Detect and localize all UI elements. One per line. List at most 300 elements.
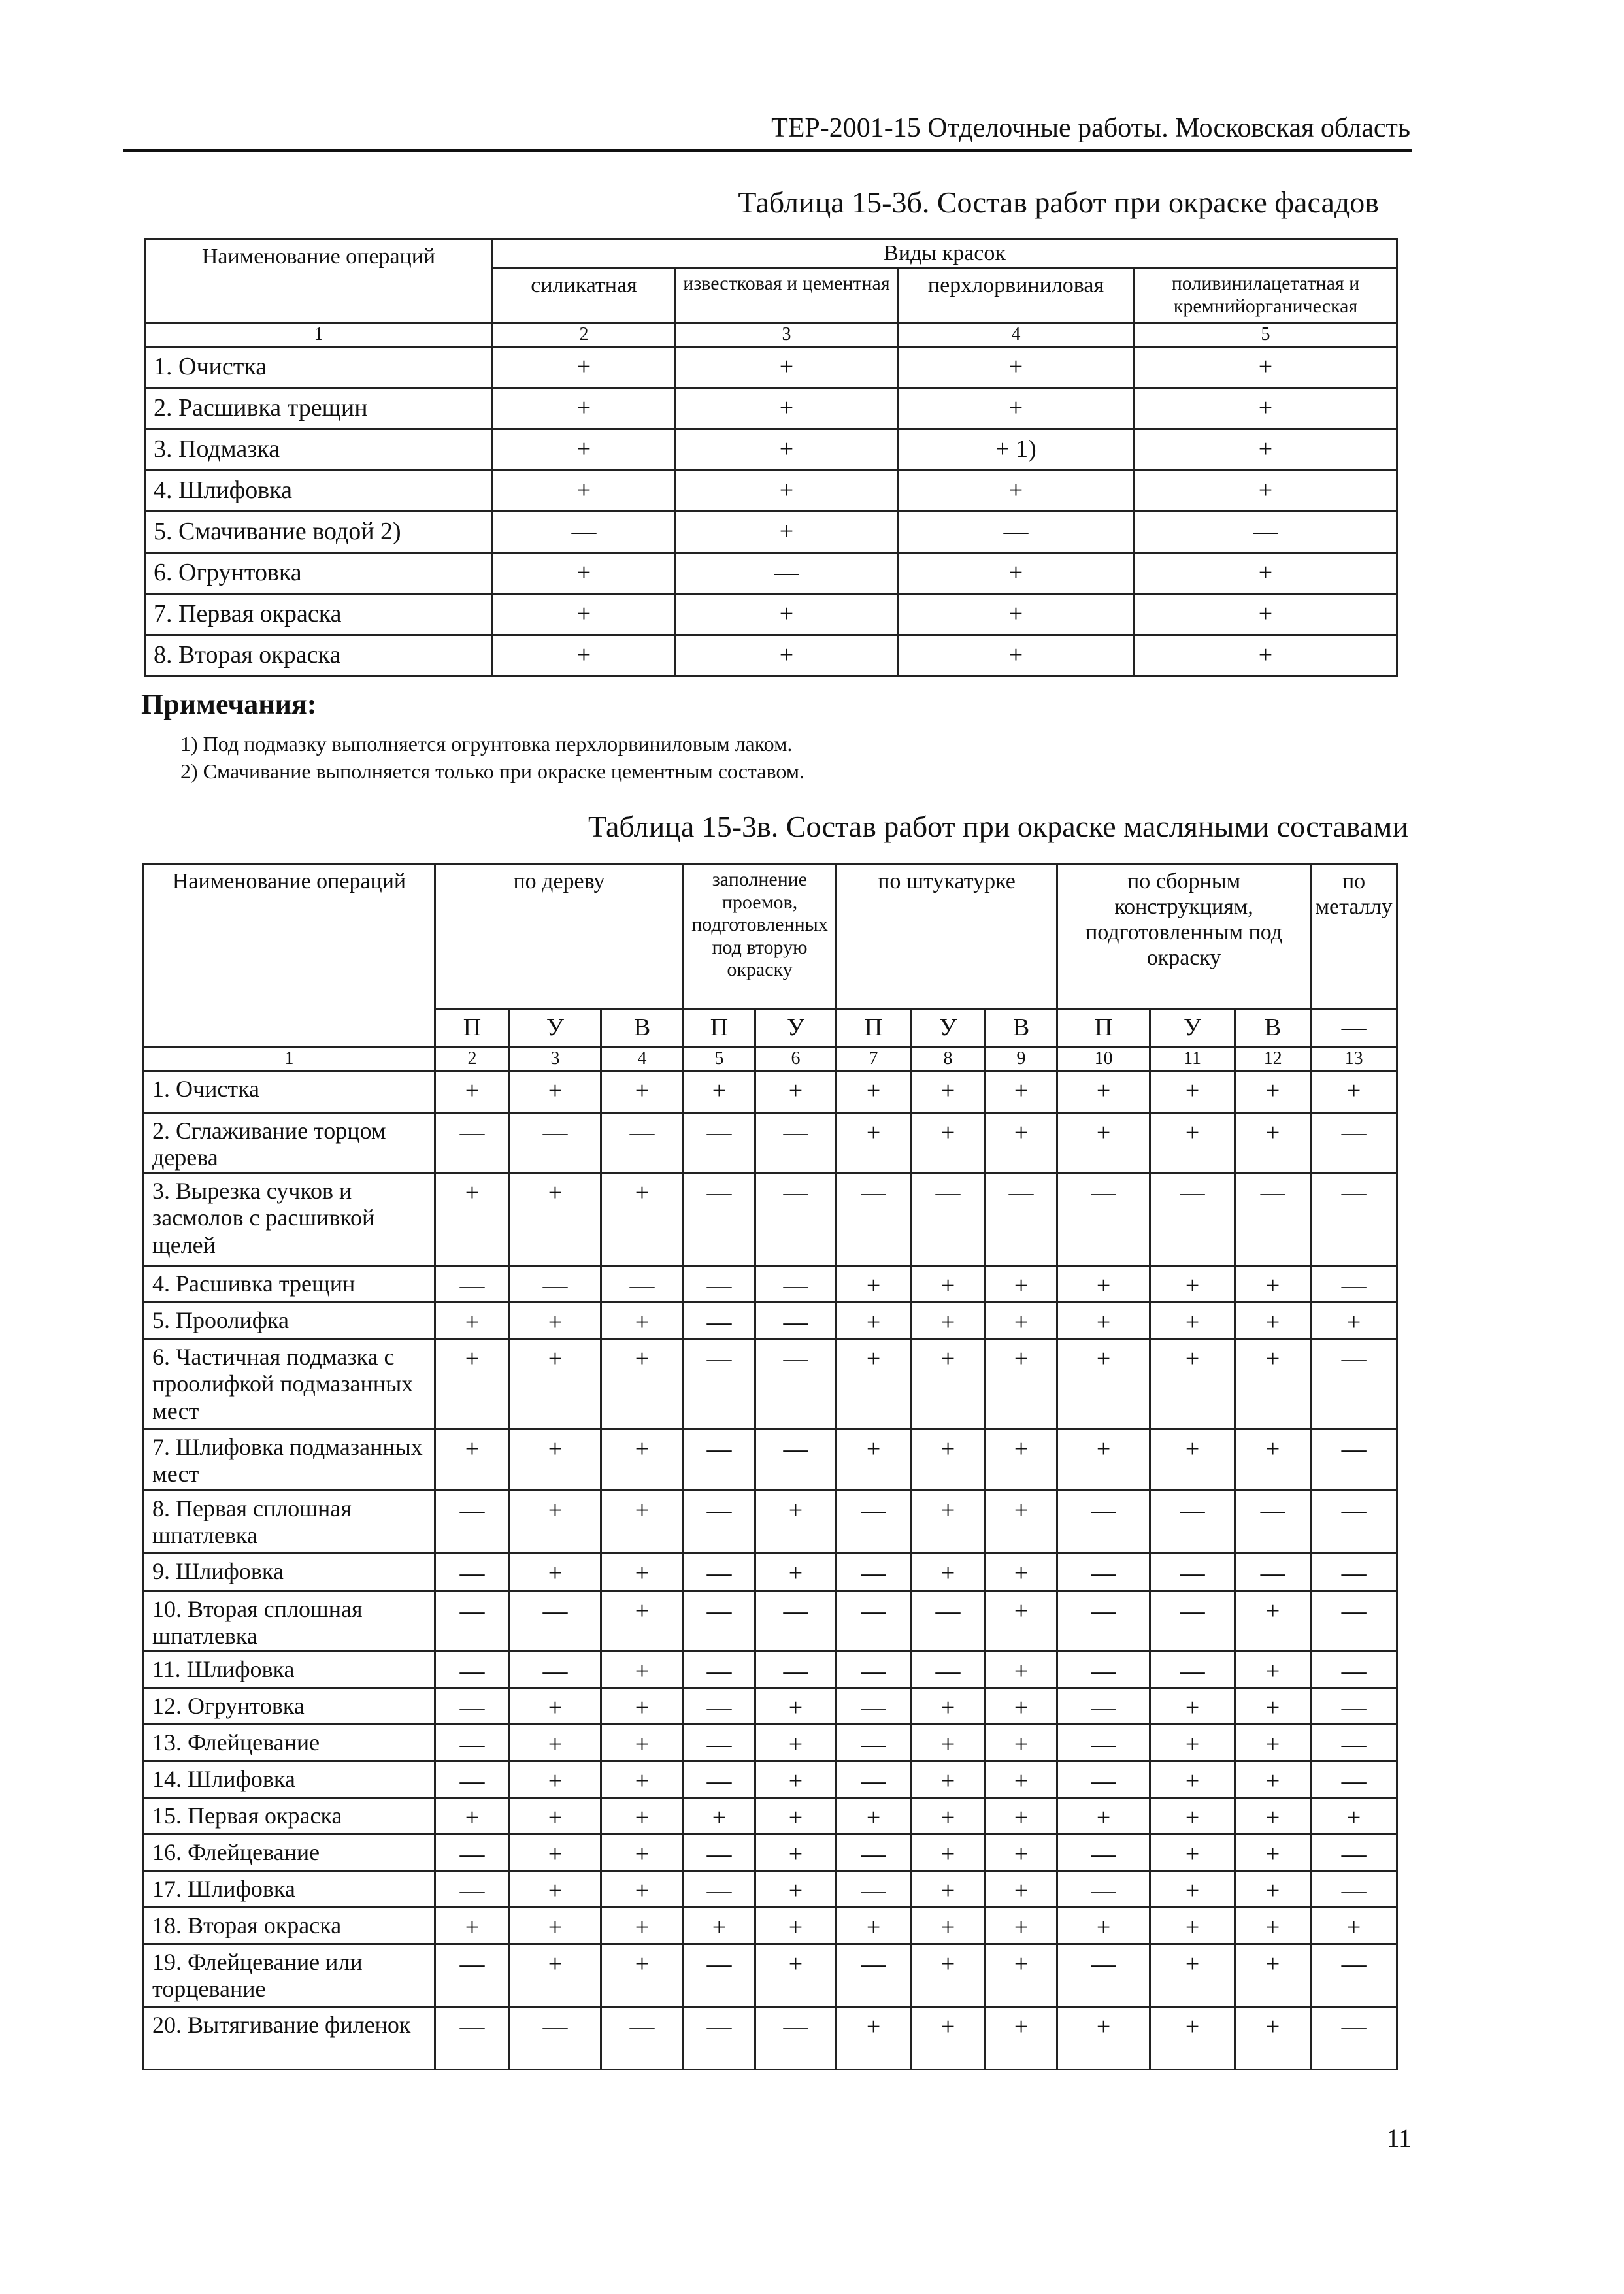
operation-name: 13. Флейцевание: [144, 1725, 435, 1761]
cell-mark: +: [1150, 1725, 1235, 1761]
cell-mark: —: [1150, 1652, 1235, 1688]
cell-mark: +: [837, 1266, 911, 1303]
cell-mark: +: [493, 471, 676, 512]
cell-mark: +: [755, 1688, 837, 1725]
cell-mark: —: [837, 1725, 911, 1761]
cell-mark: —: [1057, 1491, 1150, 1554]
cell-mark: —: [1057, 1944, 1150, 2007]
cell-mark: +: [510, 1761, 601, 1798]
cell-mark: +: [986, 1688, 1057, 1725]
cell-mark: —: [684, 1652, 755, 1688]
cell-mark: +: [601, 1798, 684, 1835]
cell-mark: +: [601, 1491, 684, 1554]
column-number: 1: [145, 323, 493, 347]
operation-name: 1. Очистка: [144, 1071, 435, 1113]
cell-mark: +: [601, 1554, 684, 1591]
cell-mark: —: [1057, 1554, 1150, 1591]
cell-mark: +: [911, 1761, 986, 1798]
cell-mark: +: [510, 1798, 601, 1835]
table-row: [145, 512, 1397, 553]
cell-mark: +: [986, 1871, 1057, 1908]
cell-mark: +: [911, 1688, 986, 1725]
column-number: 7: [837, 1047, 911, 1071]
table-row: [145, 347, 1397, 388]
cell-mark: +: [1057, 1113, 1150, 1173]
cell-mark: +: [898, 471, 1135, 512]
cell-mark: —: [1311, 1173, 1397, 1266]
cell-mark: +: [755, 1835, 837, 1871]
cell-mark: +: [1135, 635, 1397, 676]
operation-name: 18. Вторая окраска: [144, 1908, 435, 1944]
cell-mark: +: [755, 1554, 837, 1591]
cell-mark: +: [898, 347, 1135, 388]
cell-mark: —: [755, 1591, 837, 1652]
column-number: 6: [755, 1047, 837, 1071]
cell-mark: +: [911, 1339, 986, 1429]
cell-mark: —: [837, 1688, 911, 1725]
operation-name: 5. Проолифка: [144, 1303, 435, 1339]
cell-mark: +: [1235, 1339, 1311, 1429]
table1-caption: Таблица 15-3б. Состав работ при окраске фасадов: [738, 186, 1379, 219]
cell-mark: —: [837, 1554, 911, 1591]
paint-type-header: перхлорвиниловая: [898, 268, 1135, 323]
cell-mark: —: [684, 1303, 755, 1339]
cell-mark: +: [601, 1652, 684, 1688]
table-row: [144, 1113, 1397, 1173]
cell-mark: +: [986, 1798, 1057, 1835]
cell-mark: —: [435, 1652, 510, 1688]
cell-mark: +: [1235, 1303, 1311, 1339]
cell-mark: +: [986, 2007, 1057, 2070]
sub-header: У: [510, 1009, 601, 1047]
cell-mark: +: [898, 594, 1135, 635]
column-number: 11: [1150, 1047, 1235, 1071]
cell-mark: —: [510, 1266, 601, 1303]
cell-mark: —: [1057, 1871, 1150, 1908]
cell-mark: —: [837, 1591, 911, 1652]
cell-mark: —: [684, 1725, 755, 1761]
cell-mark: +: [601, 1339, 684, 1429]
cell-mark: —: [435, 1725, 510, 1761]
cell-mark: +: [837, 1113, 911, 1173]
table-row: [144, 1761, 1397, 1798]
cell-mark: +: [493, 388, 676, 429]
column-number: 8: [911, 1047, 986, 1071]
cell-mark: +: [1150, 1113, 1235, 1173]
cell-mark: +: [510, 1944, 601, 2007]
operation-name: 8. Первая сплошная шпатлевка: [144, 1491, 435, 1554]
paint-type-header: известковая и цементная: [676, 268, 898, 323]
cell-mark: +: [1057, 2007, 1150, 2070]
column-number: 13: [1311, 1047, 1397, 1071]
cell-mark: +: [986, 1429, 1057, 1491]
cell-mark: +: [601, 1761, 684, 1798]
operation-name: 4. Шлифовка: [145, 471, 493, 512]
cell-mark: +: [435, 1429, 510, 1491]
cell-mark: —: [435, 1113, 510, 1173]
cell-mark: +: [1311, 1071, 1397, 1113]
cell-mark: +: [1235, 1688, 1311, 1725]
cell-mark: +: [1235, 1266, 1311, 1303]
cell-mark: —: [1057, 1761, 1150, 1798]
cell-mark: +: [1150, 1071, 1235, 1113]
operation-name: 15. Первая окраска: [144, 1798, 435, 1835]
cell-mark: +: [435, 1798, 510, 1835]
cell-mark: +: [837, 1798, 911, 1835]
cell-mark: +: [1150, 1688, 1235, 1725]
table-row: [145, 635, 1397, 676]
cell-mark: —: [837, 1761, 911, 1798]
cell-mark: +: [601, 1835, 684, 1871]
operation-name: 7. Первая окраска: [145, 594, 493, 635]
cell-mark: —: [1235, 1554, 1311, 1591]
cell-mark: +: [986, 1908, 1057, 1944]
cell-mark: +: [986, 1835, 1057, 1871]
cell-mark: +: [1150, 1761, 1235, 1798]
operation-name: 12. Огрунтовка: [144, 1688, 435, 1725]
cell-mark: —: [601, 1266, 684, 1303]
cell-mark: +: [1235, 1871, 1311, 1908]
cell-mark: —: [684, 1761, 755, 1798]
cell-mark: +: [435, 1173, 510, 1266]
cell-mark: —: [684, 1871, 755, 1908]
operation-name: 9. Шлифовка: [144, 1554, 435, 1591]
cell-mark: —: [1311, 1339, 1397, 1429]
cell-mark: —: [837, 1491, 911, 1554]
cell-mark: —: [435, 1688, 510, 1725]
sub-header: П: [1057, 1009, 1150, 1047]
cell-mark: +: [1235, 1725, 1311, 1761]
cell-mark: —: [510, 1113, 601, 1173]
table-row: [144, 1303, 1397, 1339]
cell-mark: —: [601, 1113, 684, 1173]
table-row: [144, 1652, 1397, 1688]
cell-mark: —: [1311, 1944, 1397, 2007]
cell-mark: +: [1235, 1429, 1311, 1491]
cell-mark: +: [510, 1725, 601, 1761]
cell-mark: +: [1057, 1071, 1150, 1113]
cell-mark: +: [1057, 1266, 1150, 1303]
cell-mark: —: [755, 1652, 837, 1688]
cell-mark: +: [986, 1944, 1057, 2007]
cell-mark: —: [676, 553, 898, 594]
cell-mark: —: [755, 2007, 837, 2070]
cell-mark: +: [911, 1554, 986, 1591]
cell-mark: +: [1311, 1303, 1397, 1339]
cell-mark: +: [911, 1798, 986, 1835]
cell-mark: —: [1311, 1591, 1397, 1652]
table-row: [144, 1071, 1397, 1113]
paint-types-header: Виды красок: [493, 239, 1397, 268]
cell-mark: +: [911, 1491, 986, 1554]
cell-mark: +: [684, 1908, 755, 1944]
cell-mark: —: [1150, 1591, 1235, 1652]
table-row: [144, 1266, 1397, 1303]
cell-mark: +: [755, 1761, 837, 1798]
cell-mark: +: [911, 2007, 986, 2070]
cell-mark: —: [1311, 1871, 1397, 1908]
cell-mark: —: [684, 1554, 755, 1591]
operation-name: 6. Огрунтовка: [145, 553, 493, 594]
table-row: [144, 1798, 1397, 1835]
cell-mark: +: [986, 1071, 1057, 1113]
cell-mark: +: [1150, 1835, 1235, 1871]
cell-mark: —: [684, 2007, 755, 2070]
cell-mark: +: [1135, 553, 1397, 594]
cell-mark: +: [676, 388, 898, 429]
group-header: по металлу: [1311, 864, 1397, 1009]
cell-mark: +: [493, 429, 676, 471]
operation-name: 11. Шлифовка: [144, 1652, 435, 1688]
cell-mark: +: [986, 1554, 1057, 1591]
cell-mark: —: [1311, 1266, 1397, 1303]
cell-mark: —: [1150, 1554, 1235, 1591]
cell-mark: —: [911, 1591, 986, 1652]
table-row: [144, 1554, 1397, 1591]
cell-mark: +: [1057, 1908, 1150, 1944]
notes-title: Примечания:: [141, 688, 317, 720]
table-facade-painting: [144, 238, 1398, 677]
cell-mark: —: [435, 1491, 510, 1554]
cell-mark: +: [1150, 1908, 1235, 1944]
cell-mark: +: [1235, 1835, 1311, 1871]
header-rule: [123, 149, 1412, 152]
column-number: 3: [510, 1047, 601, 1071]
cell-mark: —: [435, 2007, 510, 2070]
operation-name: 14. Шлифовка: [144, 1761, 435, 1798]
cell-mark: +: [911, 1944, 986, 2007]
cell-mark: +: [837, 1908, 911, 1944]
cell-mark: +: [601, 1591, 684, 1652]
cell-mark: —: [1057, 1173, 1150, 1266]
cell-mark: +: [986, 1652, 1057, 1688]
cell-mark: +: [1150, 2007, 1235, 2070]
cell-mark: +: [676, 347, 898, 388]
cell-mark: —: [837, 1871, 911, 1908]
cell-mark: +: [911, 1266, 986, 1303]
sub-header: —: [1311, 1009, 1397, 1047]
cell-mark: —: [837, 1944, 911, 2007]
cell-mark: —: [1311, 1491, 1397, 1554]
cell-mark: +: [1235, 1652, 1311, 1688]
group-header: по дереву: [435, 864, 684, 1009]
cell-mark: +: [837, 1339, 911, 1429]
table2-caption: Таблица 15-3в. Состав работ при окраске масляными составами: [588, 810, 1408, 843]
cell-mark: +: [510, 1871, 601, 1908]
cell-mark: +: [510, 1688, 601, 1725]
cell-mark: +: [755, 1071, 837, 1113]
cell-mark: +: [510, 1339, 601, 1429]
cell-mark: +: [1235, 1798, 1311, 1835]
cell-mark: +: [601, 1908, 684, 1944]
cell-mark: +: [684, 1071, 755, 1113]
cell-mark: +: [1057, 1339, 1150, 1429]
cell-mark: +: [986, 1303, 1057, 1339]
cell-mark: —: [837, 1173, 911, 1266]
column-number: 4: [601, 1047, 684, 1071]
cell-mark: —: [684, 1688, 755, 1725]
cell-mark: +: [510, 1303, 601, 1339]
operation-name: 16. Флейцевание: [144, 1835, 435, 1871]
cell-mark: +: [676, 429, 898, 471]
cell-mark: —: [435, 1554, 510, 1591]
cell-mark: +: [1150, 1266, 1235, 1303]
cell-mark: —: [684, 1835, 755, 1871]
cell-mark: +: [1135, 388, 1397, 429]
cell-mark: —: [684, 1339, 755, 1429]
op-header: Наименование операций: [145, 239, 493, 323]
cell-mark: +: [1235, 1908, 1311, 1944]
cell-mark: +: [676, 512, 898, 553]
table-row: [144, 1591, 1397, 1652]
cell-mark: +: [601, 1303, 684, 1339]
cell-mark: +: [986, 1339, 1057, 1429]
cell-mark: —: [1135, 512, 1397, 553]
table-row: [145, 429, 1397, 471]
cell-mark: —: [684, 1266, 755, 1303]
cell-mark: +: [510, 1071, 601, 1113]
cell-mark: +: [1235, 1071, 1311, 1113]
sub-header: У: [1150, 1009, 1235, 1047]
cell-mark: +: [435, 1303, 510, 1339]
cell-mark: —: [837, 1652, 911, 1688]
cell-mark: —: [1057, 1652, 1150, 1688]
column-number: 12: [1235, 1047, 1311, 1071]
cell-mark: +: [510, 1554, 601, 1591]
cell-mark: +: [676, 471, 898, 512]
paint-type-header: поливинилацетатная и кремнийорганическая: [1135, 268, 1397, 323]
cell-mark: —: [684, 1591, 755, 1652]
cell-mark: —: [1311, 1688, 1397, 1725]
cell-mark: —: [1057, 1835, 1150, 1871]
cell-mark: —: [1235, 1491, 1311, 1554]
sub-header: В: [601, 1009, 684, 1047]
cell-mark: +: [1311, 1908, 1397, 1944]
cell-mark: +: [911, 1113, 986, 1173]
operation-name: 4. Расшивка трещин: [144, 1266, 435, 1303]
table-row: [144, 1944, 1397, 2007]
table-row: [144, 1835, 1397, 1871]
cell-mark: +: [986, 1491, 1057, 1554]
cell-mark: +: [1135, 594, 1397, 635]
cell-mark: +: [510, 1173, 601, 1266]
cell-mark: —: [435, 1761, 510, 1798]
cell-mark: +: [435, 1908, 510, 1944]
cell-mark: —: [1311, 2007, 1397, 2070]
operation-name: 2. Расшивка трещин: [145, 388, 493, 429]
cell-mark: —: [1235, 1173, 1311, 1266]
cell-mark: +: [911, 1908, 986, 1944]
cell-mark: +: [510, 1908, 601, 1944]
group-header: заполнение проемов, подготовленных под вторую окраску: [684, 864, 837, 1009]
cell-mark: —: [898, 512, 1135, 553]
cell-mark: +: [1135, 471, 1397, 512]
cell-mark: —: [1057, 1688, 1150, 1725]
table-row: [145, 594, 1397, 635]
table-row: [145, 471, 1397, 512]
cell-mark: +: [1235, 2007, 1311, 2070]
page-number: 11: [1386, 2123, 1412, 2153]
cell-mark: —: [601, 2007, 684, 2070]
cell-mark: +: [601, 1944, 684, 2007]
cell-mark: +: [435, 1339, 510, 1429]
cell-mark: —: [493, 512, 676, 553]
cell-mark: —: [684, 1944, 755, 2007]
cell-mark: —: [1311, 1835, 1397, 1871]
column-number: 1: [144, 1047, 435, 1071]
column-number: 5: [684, 1047, 755, 1071]
table-row: [144, 1491, 1397, 1554]
cell-mark: +: [986, 1725, 1057, 1761]
cell-mark: —: [510, 1652, 601, 1688]
cell-mark: —: [510, 1591, 601, 1652]
cell-mark: —: [1311, 1113, 1397, 1173]
cell-mark: —: [435, 1944, 510, 2007]
cell-mark: +: [911, 1429, 986, 1491]
sub-header: П: [435, 1009, 510, 1047]
cell-mark: +: [911, 1835, 986, 1871]
cell-mark: +: [493, 635, 676, 676]
operation-name: 7. Шлифовка подмазанных мест: [144, 1429, 435, 1491]
paint-type-header: силикатная: [493, 268, 676, 323]
cell-mark: —: [684, 1173, 755, 1266]
table-row: [144, 1429, 1397, 1491]
cell-mark: +: [684, 1798, 755, 1835]
cell-mark: —: [755, 1266, 837, 1303]
operation-name: 2. Сглаживание торцом дерева: [144, 1113, 435, 1173]
cell-mark: —: [986, 1173, 1057, 1266]
table-row: [144, 1339, 1397, 1429]
cell-mark: +: [601, 1871, 684, 1908]
cell-mark: —: [684, 1491, 755, 1554]
cell-mark: +: [755, 1944, 837, 2007]
cell-mark: +: [510, 1491, 601, 1554]
cell-mark: +: [435, 1071, 510, 1113]
cell-mark: +: [755, 1725, 837, 1761]
sub-header: В: [986, 1009, 1057, 1047]
cell-mark: +: [601, 1071, 684, 1113]
cell-mark: +: [1150, 1871, 1235, 1908]
cell-mark: —: [684, 1429, 755, 1491]
cell-mark: +: [1235, 1591, 1311, 1652]
cell-mark: +: [986, 1761, 1057, 1798]
cell-mark: +: [493, 553, 676, 594]
cell-mark: +: [1150, 1944, 1235, 2007]
cell-mark: —: [1150, 1491, 1235, 1554]
cell-mark: —: [755, 1173, 837, 1266]
column-number: 5: [1135, 323, 1397, 347]
cell-mark: —: [911, 1173, 986, 1266]
cell-mark: +: [1235, 1113, 1311, 1173]
cell-mark: +: [1150, 1339, 1235, 1429]
cell-mark: —: [435, 1871, 510, 1908]
group-header: по сборным конструкциям, подготовленным под окраску: [1057, 864, 1311, 1009]
column-number: 2: [435, 1047, 510, 1071]
cell-mark: +: [676, 635, 898, 676]
cell-mark: +: [837, 1071, 911, 1113]
cell-mark: —: [435, 1591, 510, 1652]
cell-mark: +: [986, 1266, 1057, 1303]
cell-mark: +: [601, 1429, 684, 1491]
cell-mark: +: [1150, 1429, 1235, 1491]
cell-mark: —: [1057, 1591, 1150, 1652]
operation-name: 3. Подмазка: [145, 429, 493, 471]
cell-mark: —: [755, 1429, 837, 1491]
table-row: [144, 2007, 1397, 2070]
column-number: 2: [493, 323, 676, 347]
operation-name: 19. Флейцевание или торцевание: [144, 1944, 435, 2007]
cell-mark: +: [986, 1591, 1057, 1652]
